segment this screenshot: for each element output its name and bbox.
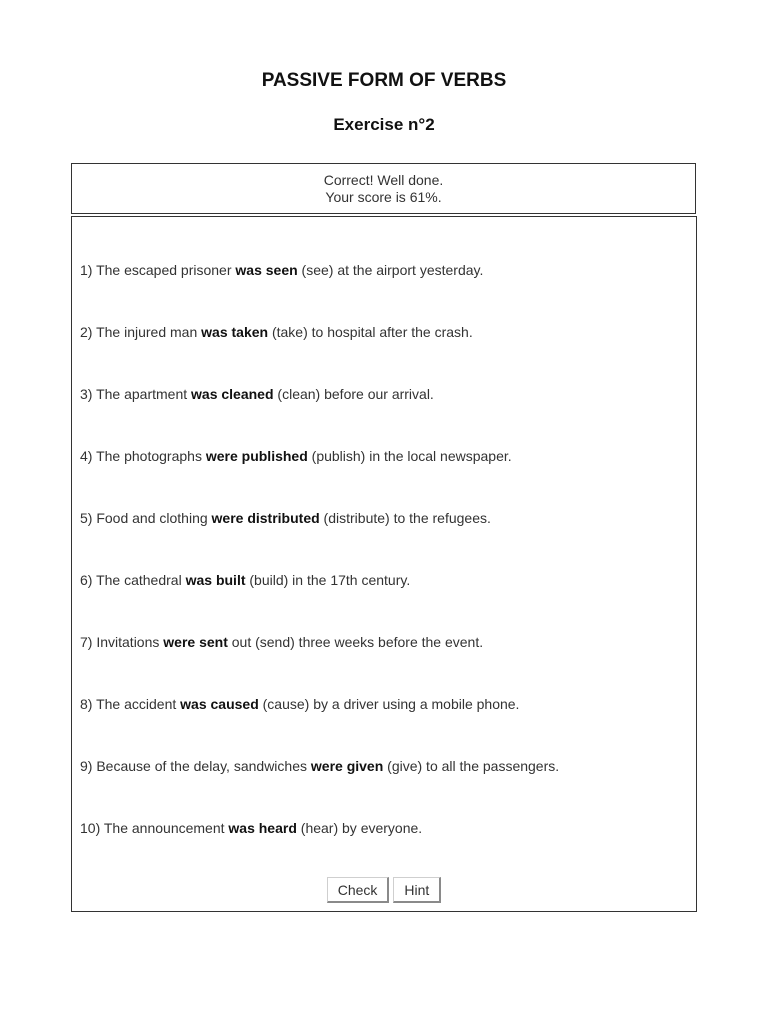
feedback-message: Correct! Well done. (323, 172, 444, 188)
question-item (80, 696, 519, 712)
answer-field[interactable]: were published (205, 448, 308, 464)
question-text: (see) at the airport yesterday. (297, 262, 484, 278)
answer-field[interactable]: was heard (228, 820, 297, 836)
question-item (80, 386, 434, 402)
question-text: out (send) three weeks before the event. (227, 634, 484, 650)
answer-field[interactable]: was built (185, 572, 246, 588)
check-button[interactable]: Check (327, 877, 390, 903)
hint-button[interactable]: Hint (393, 877, 441, 903)
score-text: Your score is 61%. (325, 189, 442, 205)
question-text: 6) The cathedral (80, 572, 186, 588)
question-text: (hear) by everyone. (296, 820, 423, 836)
exercise-subtitle: Exercise n°2 (333, 115, 435, 134)
question-item (80, 572, 410, 588)
exercise-box (71, 216, 697, 912)
question-text: 7) Invitations (80, 634, 164, 650)
question-item (80, 510, 491, 526)
question-text: 1) The escaped prisoner (80, 262, 236, 278)
question-text: 3) The apartment (80, 386, 192, 402)
question-text: 9) Because of the delay, sandwiches (80, 758, 311, 774)
answer-field[interactable]: were given (310, 758, 384, 774)
question-text: (cause) by a driver using a mobile phone. (258, 696, 520, 712)
question-text: 10) The announcement (80, 820, 229, 836)
answer-field[interactable]: were sent (163, 634, 228, 650)
answer-field[interactable]: was seen (235, 262, 298, 278)
question-item (80, 634, 483, 650)
question-text: 5) Food and clothing (80, 510, 212, 526)
page-title: PASSIVE FORM OF VERBS (261, 70, 507, 91)
answer-field[interactable]: was cleaned (191, 386, 274, 402)
button-bar (72, 877, 696, 903)
answer-field[interactable]: was taken (201, 324, 269, 340)
question-text: (clean) before our arrival. (273, 386, 434, 402)
question-text: (give) to all the passengers. (383, 758, 560, 774)
answer-field[interactable]: was caused (180, 696, 259, 712)
feedback-box (71, 163, 696, 214)
question-item (80, 758, 559, 774)
question-item (80, 820, 422, 836)
question-item (80, 324, 473, 340)
question-text: 4) The photographs (80, 448, 206, 464)
question-text: (take) to hospital after the crash. (268, 324, 473, 340)
question-text: (build) in the 17th century. (245, 572, 411, 588)
answer-field[interactable]: were distributed (211, 510, 320, 526)
question-item (80, 448, 512, 464)
question-text: 2) The injured man (80, 324, 202, 340)
question-item (80, 262, 483, 278)
question-text: (distribute) to the refugees. (319, 510, 491, 526)
question-text: 8) The accident (80, 696, 181, 712)
question-text: (publish) in the local newspaper. (307, 448, 512, 464)
